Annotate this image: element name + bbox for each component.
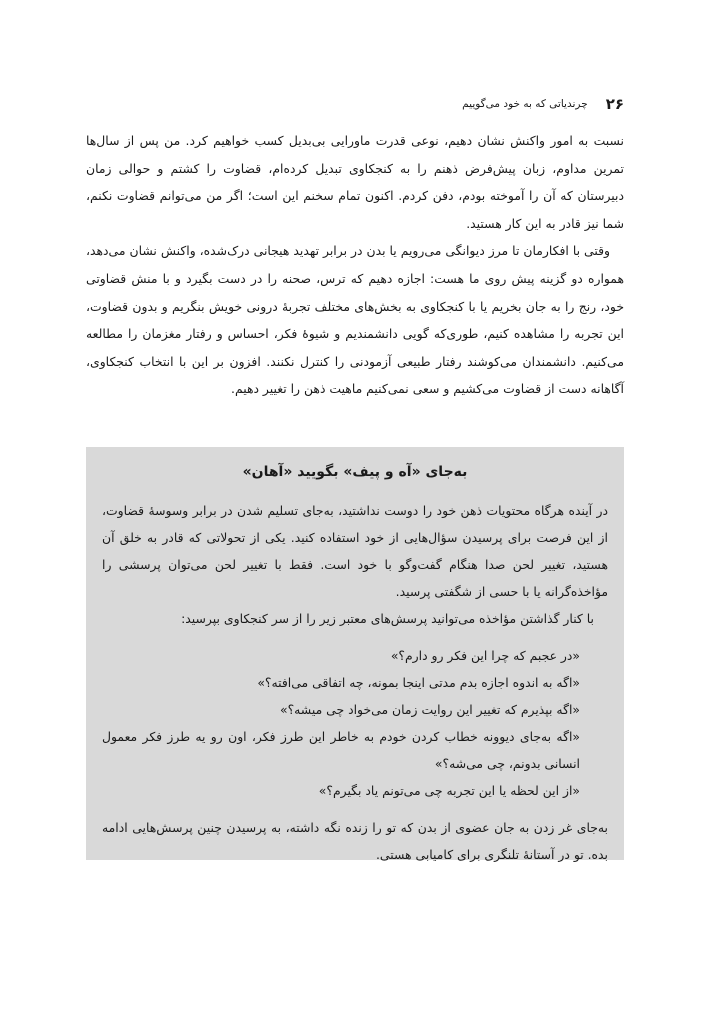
body-text <box>86 127 624 403</box>
box-lead: با کنار گذاشتن مؤاخذه می‌توانید پرسش‌های معتبر زیر را از سر کنجکاوی بپرسید: <box>181 611 594 626</box>
page-header <box>86 92 624 116</box>
box-intro: در آینده هرگاه محتویات ذهن خود را دوست نداشتید، به‌جای تسلیم شدن در برابر وسوسهٔ قضاوت، از این فرصت برای پرسیدن سؤال‌هایی از خود استفاده کنید. یکی از تحولاتی که قادر به خلق آن هستید، تغییر لحن صدا هنگام گفت‌وگو با خود است. فقط با تغییر لحن می‌توان پرسشی را مؤاخذه‌گرانه یا با حسی از شگفتی پرسید. <box>102 503 608 599</box>
page-number: ۲۶ <box>605 95 624 113</box>
body-paragraph: نسبت به امور واکنش نشان دهیم، نوعی قدرت ماورایی بی‌بدیل کسب خواهیم کرد. من پس از سال‌ها تمرین مداوم، زبان پیش‌فرض ذهنم را به کنجکاوی تبدیل کرده‌ام، قضاوت را کشتم و حوالی زمان دبیرستان که آن را آموخته بودم، دفن کردم. اکنون تمام سخنم این است؛ اگر من می‌توانم قضاوت نکنم، شما نیز قادر به این کار هستید. <box>86 133 624 231</box>
question-list <box>102 642 608 804</box>
exercise-box <box>86 447 624 860</box>
question-item: «در عجبم که چرا این فکر رو دارم؟» <box>390 648 580 663</box>
box-closing: به‌جای غر زدن به جان عضوی از بدن که تو را زنده نگه داشته، به پرسیدن چنین پرسش‌هایی ادامه بده. تو در آستانهٔ تلنگری برای کامیابی هستی. <box>102 820 608 862</box>
question-item: «از این لحظه یا این تجربه چی می‌تونم یاد بگیرم؟» <box>318 783 580 798</box>
body-paragraph: وقتی با افکارمان تا مرز دیوانگی می‌رویم یا بدن در برابر تهدید هیجانی درک‌شده، واکنش نشان می‌دهد، همواره دو گزینه پیش روی ما هست: اجازه دهیم که ترس، صحنه را در دست بگیرد و با منش قضاوتی خود، رنج را به جان بخریم یا با کنجکاوی به بخش‌های مختلف تجربهٔ درونی خویش بنگریم و بدون قضاوت، این تجربه را مشاهده کنیم، طوری‌که گویی دانشمندیم و شیوهٔ فکر، احساس و رفتار مغزمان را مطالعه می‌کنیم. دانشمندان می‌کوشند رفتار طبیعی آزمودنی را کنترل نکنند. افزون بر این با انتخاب کنجکاوی، آگاهانه دست از قضاوت می‌کشیم و سعی نمی‌کنیم ماهیت ذهن را تغییر دهیم. <box>86 243 624 397</box>
question-item: «اگه به اندوه اجازه بدم مدتی اینجا بمونه، چه اتفاقی می‌افته؟» <box>257 675 580 690</box>
box-title: به‌جای «آه و پیف» بگویید «آهان» <box>242 464 468 480</box>
question-item: «اگه بپذیرم که تغییر این روایت زمان می‌خواد چی میشه؟» <box>280 702 580 717</box>
running-title: چرندیاتی که به خود می‌گوییم <box>462 98 588 110</box>
question-item: «اگه به‌جای دیوونه خطاب کردن خودم به خاطر این طرز فکر، اون رو یه طرز فکر معمول انسانی بدونم، چی می‌شه؟» <box>102 729 580 771</box>
